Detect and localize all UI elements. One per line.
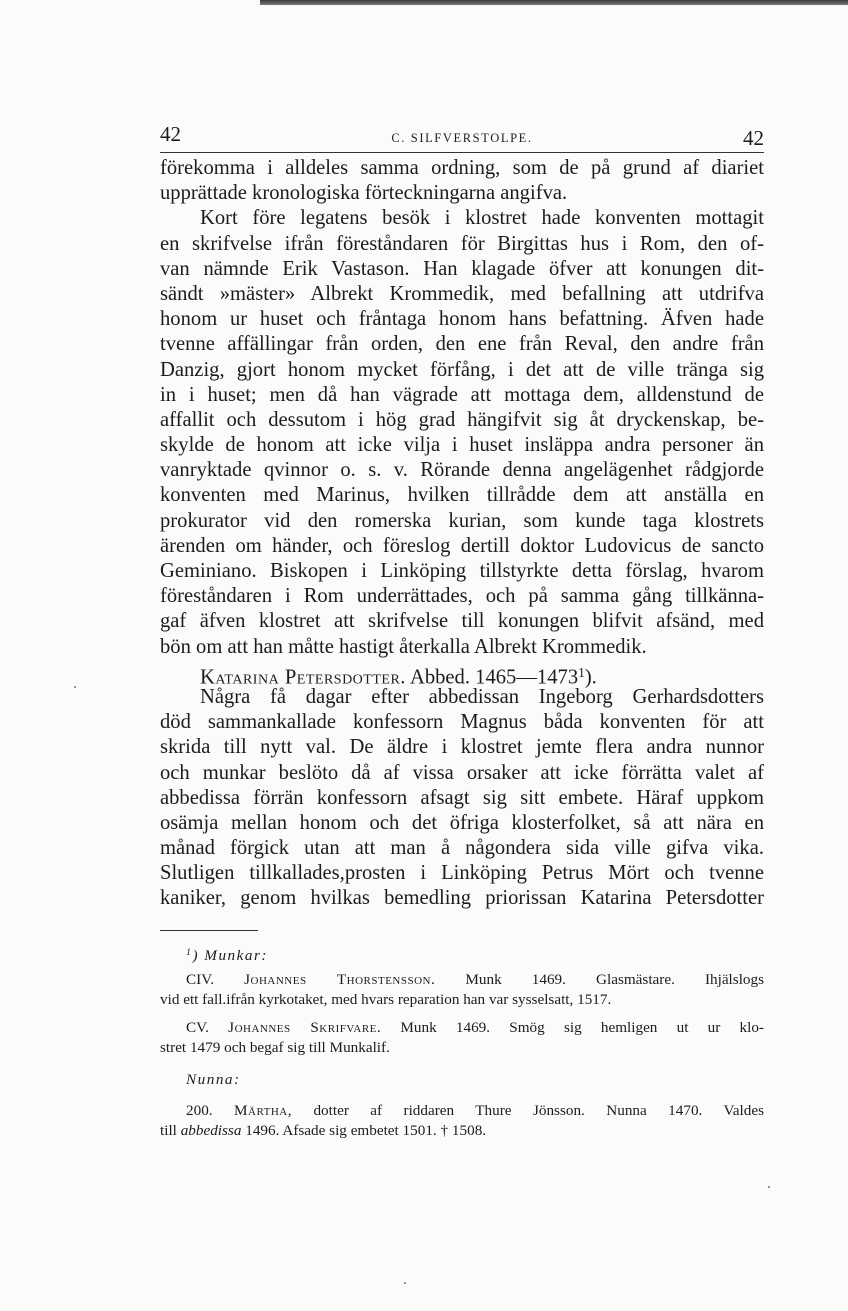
text-line: Slutligen tillkallades,prosten i Linköping Petrus Mört och tvenne	[160, 862, 764, 885]
entry-name: Johannes Thorstensson.	[244, 971, 436, 989]
text-line: osämja mellan honom och det öfriga klosterfolket, så att nära en	[160, 811, 764, 834]
text-line: död sammankallade konfessorn Magnus båda konventen för att	[160, 711, 764, 734]
text-line: månad förgick utan att man å någondera sida ville gifva vika.	[160, 837, 764, 860]
book-page	[160, 118, 764, 1141]
entry-italic-text: abbedissa	[180, 1122, 242, 1140]
body-text	[160, 156, 764, 912]
section-heading-text: Abbed. 1465—1473	[409, 666, 579, 689]
entry-name: Johannes Skrifvare.	[228, 1019, 382, 1037]
footnote-heading-nunna: Nunna:	[186, 1070, 241, 1088]
text-line: gaf äfven klostret att skrifvelse till konungen blifvit afsänd, med	[160, 610, 764, 633]
running-title: C. SILFVERSTOLPE.	[391, 131, 533, 145]
text-line: abbedissa förrän konfessorn afsagt sig sitt embete. Häraf uppkom	[160, 786, 764, 809]
text-line: Geminiano. Biskopen i Linköping tillstyrkte detta förslag, hvarom	[160, 560, 764, 582]
text-line: konventen med Marinus, hvilken tillrådde dem att anställa en	[160, 484, 764, 507]
page-header	[160, 118, 764, 153]
text-line: kaniker, genom hvilkas bemedling priorissan Katarina Petersdotter	[160, 887, 764, 910]
text-line: ärenden om händer, och föreslog dertill doktor Ludovicus de sancto	[160, 534, 764, 557]
footnote-entry-line	[160, 1101, 764, 1121]
footnote-heading-munkar	[160, 943, 764, 963]
text-line: upprättade kronologiska förteckningarna angifva.	[160, 182, 568, 205]
page-number-right: 42	[743, 126, 764, 150]
entry-number: 200.	[186, 1102, 213, 1120]
text-line: affallit och dessutom i hög grad hängifvit sig åt dryckenskap, be-	[160, 408, 764, 431]
text-line: sändt »mäster» Albrekt Krommedik, med befallning att utdrifva	[160, 282, 764, 305]
entry-text: Munk 1469. Smög sig hemligen ut ur klo-	[400, 1019, 764, 1037]
page-number-left: 42	[160, 122, 181, 146]
footnote-heading-text: ) Munkar:	[192, 946, 268, 964]
entry-number: CIV.	[186, 971, 214, 989]
footnote-entry-line: vid ett fall.ifrån kyrkotaket, med hvars reparation han var sysselsatt, 1517.	[160, 991, 612, 1009]
text-line: och munkar beslöto då af vissa orsaker att icke förrätta valet af	[160, 761, 764, 784]
text-line: honom ur huset och fråntaga honom hans befattning. Äfven hade	[160, 308, 764, 331]
section-heading-close: ).	[584, 666, 597, 689]
entry-text: dotter af riddaren Thure Jönsson. Nunna 1470. Valdes	[313, 1102, 764, 1120]
spacer	[160, 1010, 764, 1018]
text-line: skrida till nytt val. De äldre i klostret jemte flera andra nunnor	[160, 736, 764, 759]
text-line: en skrifvelse ifrån föreståndaren för Birgittas hus i Rom, den of-	[160, 232, 764, 255]
text-line: van nämnde Erik Vastason. Han klagade öfver att konungen dit-	[160, 257, 764, 280]
scan-top-edge	[260, 0, 848, 5]
text-line: vanryktade qvinnor o. s. v. Rörande denna angelägenhet rådgjorde	[160, 459, 764, 482]
footnotes	[160, 943, 764, 1141]
section-heading-name: Katarina Petersdotter.	[200, 666, 406, 689]
footnote-entry-line	[160, 970, 764, 990]
footnote-rule	[160, 930, 258, 931]
scan-speck	[74, 686, 76, 688]
text-line: föreståndaren i Rom underrättades, och på samma gång tillkänna-	[160, 585, 764, 608]
footnote-mark: 1	[578, 664, 585, 680]
text-line: in i huset; men då han vägrade att mottaga dem, alldenstund de	[160, 383, 764, 406]
text-line: Danzig, gjort honom mycket förfång, i det att de ville tränga sig	[160, 358, 764, 381]
footnote-entry-line	[160, 1121, 764, 1141]
text-line: Kort före legatens besök i klostret hade konventen mottagit	[200, 207, 764, 230]
scan-speck	[768, 1186, 770, 1188]
text-line: bön om att han måtte hastigt återkalla Albrekt Krommedik.	[160, 635, 647, 658]
entry-text: 1496. Afsade sig embetet 1501. † 1508.	[245, 1122, 487, 1140]
footnote-entry-line	[160, 1018, 764, 1038]
text-line: tvenne affällingar från orden, den ene från Reval, den andre från	[160, 333, 764, 356]
footnote-entry-line: stret 1479 och begaf sig till Munkalif.	[160, 1038, 390, 1056]
footnote-heading-mark: 1	[186, 946, 193, 958]
section-heading	[160, 660, 764, 689]
spacer	[160, 1089, 764, 1101]
entry-number: CV.	[186, 1019, 209, 1037]
scan-speck	[404, 1282, 406, 1284]
text-line: prokurator vid den romerska kurian, som kunde taga klostrets	[160, 509, 764, 532]
entry-text: till	[160, 1122, 177, 1140]
entry-text: Munk 1469. Glasmästare. Ihjälslogs	[465, 971, 765, 989]
text-line: skylde de honom att icke vilja i huset insläppa andra personer än	[160, 434, 764, 457]
text-line: Några få dagar efter abbedissan Ingeborg Gerhardsdotters	[200, 685, 764, 708]
entry-name: Märtha,	[234, 1102, 293, 1120]
text-line: förekomma i alldeles samma ordning, som de på grund af diariet	[160, 157, 764, 179]
spacer	[160, 1058, 764, 1070]
